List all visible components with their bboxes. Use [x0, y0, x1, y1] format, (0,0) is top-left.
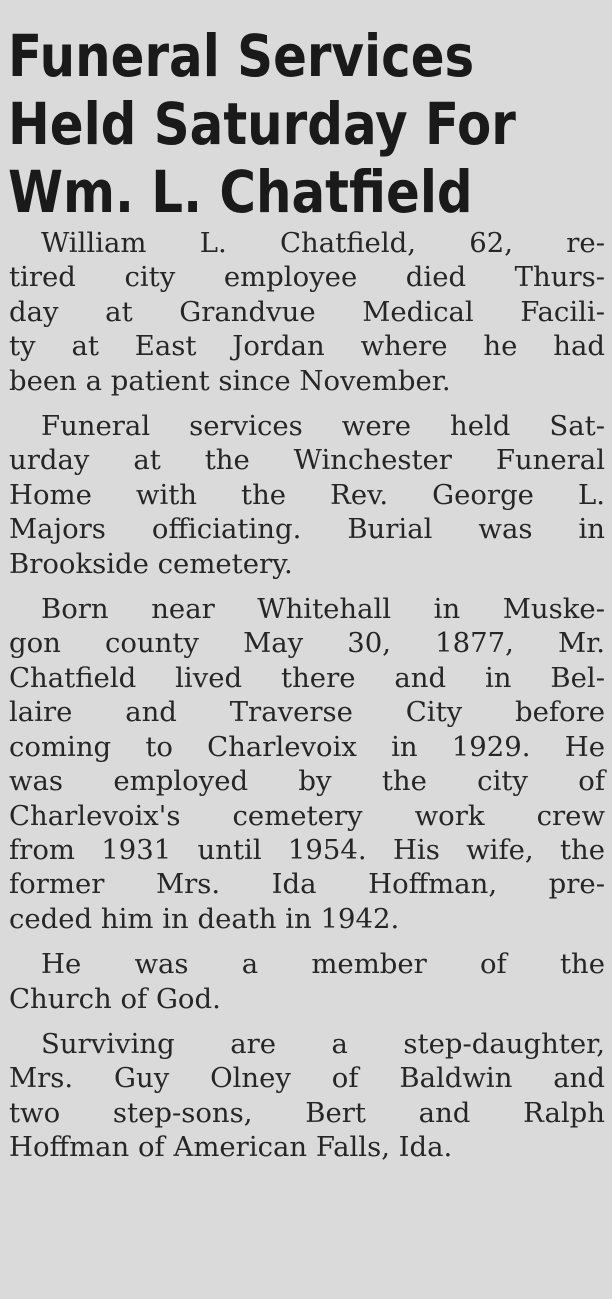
text-line: from 1931 until 1954. His wife, the [9, 833, 605, 866]
text-line: two step-sons, Bert and Ralph [9, 1096, 605, 1129]
text-line: Majors officiating. Burial was in [9, 513, 605, 546]
text-line: Born near Whitehall in Muske- [41, 593, 605, 626]
text-line: day at Grandvue Medical Facili- [9, 295, 605, 328]
text-line: Home with the Rev. George L. [9, 478, 605, 511]
paragraph-church [9, 947, 605, 1016]
text-line: coming to Charlevoix in 1929. He [9, 730, 605, 763]
headline-line-3: Wm. L. Chatfield [8, 158, 473, 226]
headline-line-1: Funeral Services [8, 22, 475, 90]
text-line: Mrs. Guy Olney of Baldwin and [9, 1062, 605, 1095]
text-line: Funeral services were held Sat- [41, 410, 605, 443]
text-line: former Mrs. Ida Hoffman, pre- [9, 868, 605, 901]
text-line: William L. Chatfield, 62, re- [41, 227, 605, 259]
paragraph-death-notice [9, 226, 605, 398]
headline-line-2: Held Saturday For [8, 90, 516, 158]
paragraph-survivors [9, 1027, 605, 1165]
text-line: tired city employee died Thurs- [9, 261, 605, 294]
text-line: Hoffman of American Falls, Ida. [9, 1131, 453, 1164]
text-line: Surviving are a step-daughter, [41, 1027, 605, 1060]
text-line: ty at East Jordan where he had [9, 330, 605, 363]
text-line: He was a member of the [41, 948, 605, 981]
article-body [9, 226, 605, 1176]
text-line: was employed by the city of [9, 765, 605, 798]
text-line: laire and Traverse City before [9, 696, 605, 729]
text-line: Chatfield lived there and in Bel- [9, 661, 605, 694]
headline [8, 22, 521, 226]
text-line: urday at the Winchester Funeral [9, 444, 605, 477]
text-line: ceded him in death in 1942. [9, 902, 400, 935]
paragraph-biography [9, 592, 605, 936]
text-line: been a patient since November. [9, 364, 451, 397]
text-line: Church of God. [9, 982, 221, 1015]
text-line: gon county May 30, 1877, Mr. [9, 627, 605, 660]
text-line: Brookside cemetery. [9, 547, 293, 580]
paragraph-funeral-services [9, 409, 605, 581]
text-line: Charlevoix's cemetery work crew [9, 799, 605, 832]
